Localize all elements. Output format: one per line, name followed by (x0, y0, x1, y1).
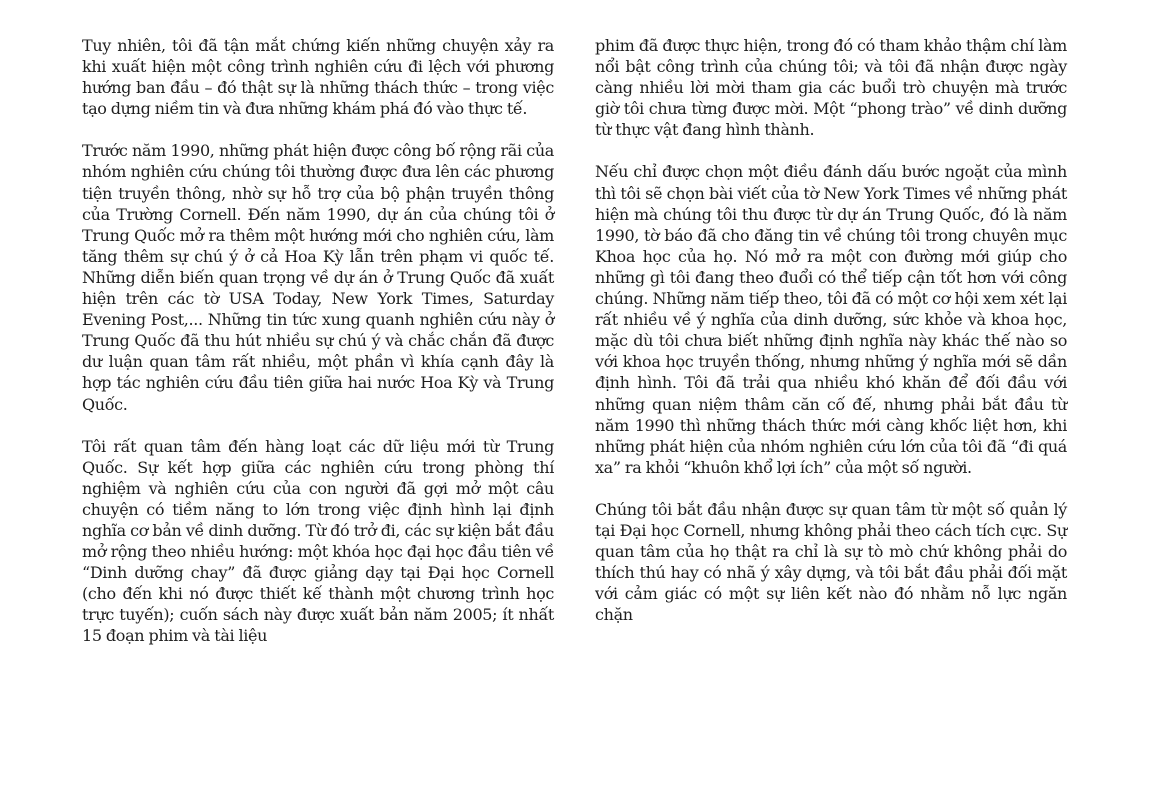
paragraph-left-3: Tôi rất quan tâm đến hàng loạt các dữ liệu mới từ Trung Quốc. Sự kết hợp giữa các nghiên cứu trong phòng thí nghiệm và nghiên cứu của con người đã gợi mở một câu chuyện có tiềm năng to lớn trong việc định hình lại định nghĩa cơ bản về dinh dưỡng. Từ đó trở đi, các sự kiện bắt đầu mở rộng theo nhiều hướng: một khóa học đại học đầu tiên về “Dinh dưỡng chay” đã được giảng dạy tại Đại học Cornell (cho đến khi nó được thiết kế thành một chương trình học trực tuyến); cuốn sách này được xuất bản năm 2005; ít nhất 15 đoạn phim và tài liệu (82, 436, 554, 646)
paragraph-right-1: phim đã được thực hiện, trong đó có tham khảo thậm chí làm nổi bật công trình của chúng tôi; và tôi đã nhận được ngày càng nhiều lời mời tham gia các buổi trò chuyện mà trước giờ tôi chưa từng được mời. Một “phong trào” về dinh dưỡng từ thực vật đang hình thành. (595, 36, 1067, 140)
paragraph-left-1: Tuy nhiên, tôi đã tận mắt chứng kiến những chuyện xảy ra khi xuất hiện một công trình nghiên cứu đi lệch với phương hướng ban đầu – đó thật sự là những thách thức – trong việc tạo dựng niềm tin và đưa những khám phá đó vào thực tế. (82, 36, 554, 119)
paragraph-left-2: Trước năm 1990, những phát hiện được công bố rộng rãi của nhóm nghiên cứu chúng tôi thường được đưa lên các phương tiện truyền thông, nhờ sự hỗ trợ của bộ phận truyền thông của Trường Cornell. Đến năm 1990, dự án của chúng tôi ở Trung Quốc mở ra thêm một hướng mới cho nghiên cứu, làm tăng thêm sự chú ý ở cả Hoa Kỳ lẫn trên phạm vi quốc tế. Những diễn biến quan trọng về dự án ở Trung Quốc đã xuất hiện trên các tờ USA Today, New York Times, Saturday Evening Post,... Những tin tức xung quanh nghiên cứu này ở Trung Quốc đã thu hút nhiều sự chú ý và chắc chắn đã được dư luận quan tâm rất nhiều, một phần vì khía cạnh đây là hợp tác nghiên cứu đầu tiên giữa hai nước Hoa Kỳ và Trung Quốc. (82, 141, 554, 414)
paragraph-right-3: Chúng tôi bắt đầu nhận được sự quan tâm từ một số quản lý tại Đại học Cornell, nhưng không phải theo cách tích cực. Sự quan tâm của họ thật ra chỉ là sự tò mò chứ không phải do thích thú hay có nhã ý xây dựng, và tôi bắt đầu phải đối mặt với cảm giác có một sự liên kết nào đó nhằm nỗ lực ngăn chặn (595, 499, 1067, 625)
right-text-column (595, 35, 1067, 625)
left-text-column (82, 35, 554, 647)
paragraph-right-2: Nếu chỉ được chọn một điều đánh dấu bước ngoặt của mình thì tôi sẽ chọn bài viết của tờ New York Times về những phát hiện mà chúng tôi thu được từ dự án Trung Quốc, đó là năm 1990, tờ báo đã cho đăng tin về chúng tôi trong chuyên mục Khoa học của họ. Nó mở ra một con đường mới giúp cho những gì tôi đang theo đuổi có thể tiếp cận tốt hơn với công chúng. Những năm tiếp theo, tôi đã có một cơ hội xem xét lại rất nhiều về ý nghĩa của dinh dưỡng, sức khỏe và khoa học, mặc dù tôi chưa biết những định nghĩa này khác thế nào so với khoa học truyền thống, nhưng những ý nghĩa mới sẽ dần định hình. Tôi đã trải qua nhiều khó khăn để đối đầu với những quan niệm thâm căn cố đế, nhưng phải bắt đầu từ năm 1990 thì những thách thức mới càng khốc liệt hơn, khi những phát hiện của nhóm nghiên cứu lớn của tôi đã “đi quá xa” ra khỏi “khuôn khổ lợi ích” của một số người. (595, 162, 1067, 477)
